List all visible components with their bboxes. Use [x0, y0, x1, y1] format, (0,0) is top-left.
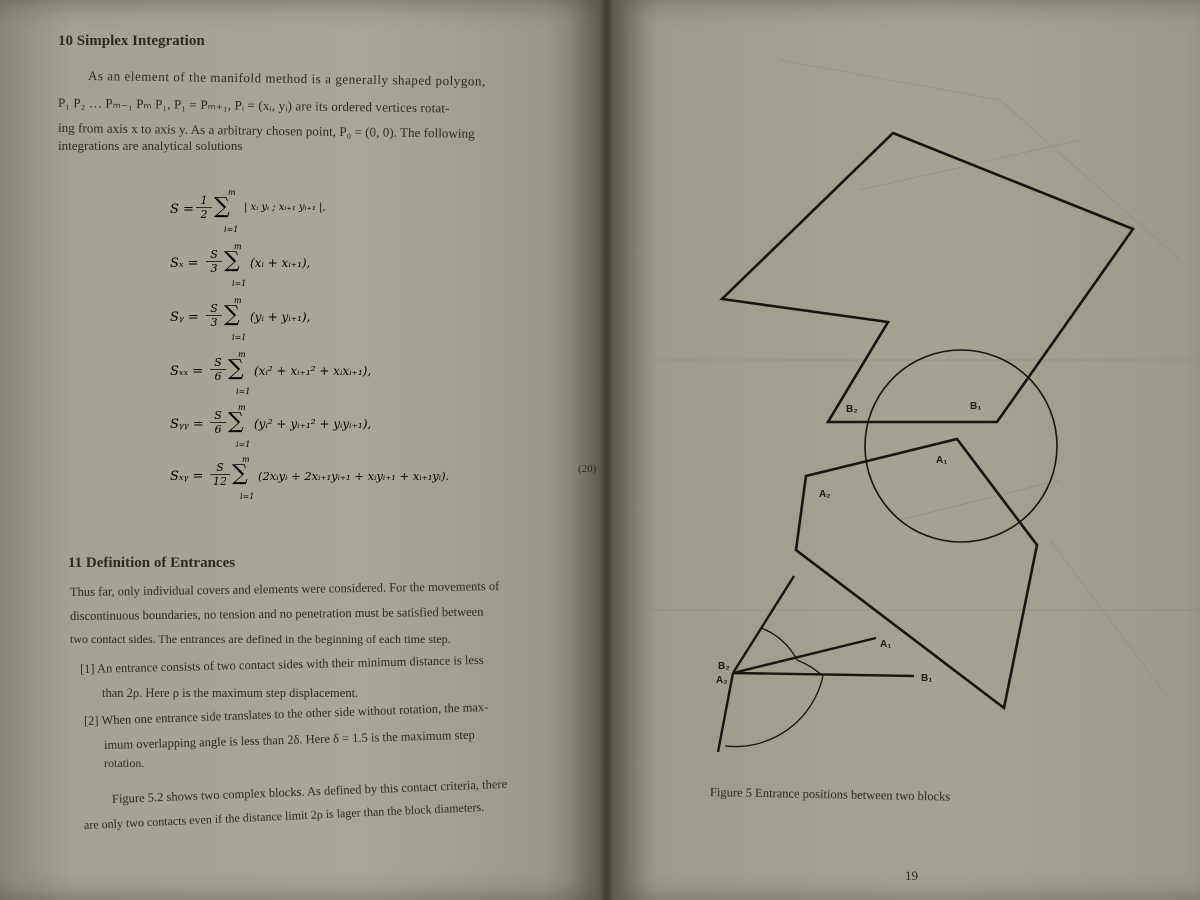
- equation-coefficient: $\frac{S}{3}$: [206, 248, 222, 275]
- equation-lhs: Sₓₓ =: [170, 364, 204, 379]
- equation-lhs: Sᵧᵧ =: [170, 417, 204, 432]
- paragraph-line: are only two contacts even if the distance limit 2ρ is lager than the block diameters.: [83, 799, 485, 832]
- sum-lower-limit: i=1: [240, 492, 255, 501]
- paragraph-line: rotation.: [104, 756, 145, 770]
- label-a2-mid: A₂: [819, 489, 831, 500]
- side-line-a1: [733, 638, 876, 673]
- paragraph-line: [1] An entrance consists of two contact sides with their minimum distance is less: [79, 652, 484, 676]
- paragraph-line: [2] When one entrance side translates to the other side without rotation, the max-: [83, 699, 489, 728]
- equation-rhs: (2xᵢyᵢ + 2xᵢ₊₁yᵢ₊₁ + xᵢyᵢ₊₁ + xᵢ₊₁yᵢ).: [258, 469, 450, 483]
- equation-lhs: Sₓ =: [170, 256, 199, 271]
- label-a1-mid: A₁: [936, 455, 948, 466]
- paragraph-line: integrations are analytical solutions: [58, 138, 243, 153]
- label-b1-top: B₁: [970, 401, 982, 412]
- sum-lower-limit: i=1: [236, 440, 251, 449]
- figure-caption: Figure 5 Entrance positions between two blocks: [709, 785, 951, 804]
- paragraph-line: than 2ρ. Here ρ is the maximum step displacement.: [102, 686, 359, 700]
- label-b1-bottom: B₁: [921, 673, 933, 684]
- equation-number: (20): [578, 463, 597, 475]
- angle-arc-outer: [761, 628, 797, 660]
- side-line-b1: [733, 673, 914, 676]
- summation-sign: ∑: [232, 461, 248, 486]
- label-a2-bottom: A₂: [716, 675, 728, 686]
- equation-coefficient: $\frac{S}{6}$: [210, 356, 226, 383]
- summation-sign: ∑: [214, 194, 230, 219]
- equation-rhs: | xᵢ yᵢ ; xᵢ₊₁ yᵢ₊₁ |,: [244, 202, 326, 213]
- equation-coefficient: $\frac{S}{6}$: [210, 409, 226, 436]
- side-line-upper: [733, 576, 794, 673]
- summation-sign: ∑: [228, 409, 244, 434]
- equation-coefficient: $\frac{S}{12}$: [210, 461, 230, 488]
- section-11-heading: 11 Definition of Entrances: [68, 555, 236, 571]
- label-a1-bottom: A₁: [880, 639, 892, 650]
- lower-block-polygon: [796, 439, 1037, 708]
- equation-coefficient: $\frac{S}{3}$: [206, 302, 222, 329]
- entrance-angle-detail: [718, 576, 914, 752]
- equation-rhs: (xᵢ² + xᵢ₊₁² + xᵢxᵢ₊₁),: [254, 364, 372, 378]
- sum-upper-limit: m: [238, 403, 246, 412]
- equation-lhs: Sᵧ =: [170, 310, 199, 325]
- label-b2-bottom: B₂: [718, 661, 730, 672]
- paragraph-line: ing from axis x to axis y. As a arbitrary chosen point, P₀ = (0, 0). The following: [57, 120, 475, 141]
- sum-lower-limit: i=1: [224, 225, 239, 234]
- paragraph-line: Figure 5.2 shows two complex blocks. As defined by this contact criteria, there: [111, 776, 508, 806]
- paragraph-line: imum overlapping angle is less than 2δ. Here δ = 1.5 is the maximum step: [103, 727, 475, 752]
- summation-sign: ∑: [224, 248, 240, 273]
- angle-arc-large: [725, 676, 823, 747]
- paragraph-line: As an element of the manifold method is a generally shaped polygon,: [87, 68, 486, 89]
- paragraph-line: discontinuous boundaries, no tension and no penetration must be satisfied between: [69, 604, 484, 623]
- equation-rhs: (yᵢ² + yᵢ₊₁² + yᵢyᵢ₊₁),: [254, 417, 372, 431]
- equation-rhs: (xᵢ + xᵢ₊₁),: [250, 256, 311, 270]
- equation-coefficient: $\frac{1}{2}$: [196, 194, 212, 221]
- page-number: 19: [905, 868, 918, 883]
- sum-upper-limit: m: [242, 455, 250, 464]
- bleed-through-lines: [640, 60, 1200, 700]
- equation-lhs: S =: [170, 202, 194, 217]
- paragraph-line: two contact sides. The entrances are defined in the beginning of each time step.: [70, 632, 451, 646]
- upper-block-polygon: [722, 133, 1133, 422]
- sum-upper-limit: m: [234, 242, 242, 251]
- paragraph-line: P₁ P₂ … Pₘ₋₁ Pₘ P₁, P₁ = Pₘ₊₁, Pᵢ = (xᵢ, yᵢ) are its ordered vertices rotat-: [57, 95, 450, 116]
- sum-lower-limit: i=1: [236, 387, 251, 396]
- label-b2-top: B₂: [846, 404, 858, 415]
- sum-upper-limit: m: [234, 296, 242, 305]
- sum-lower-limit: i=1: [232, 333, 247, 342]
- paragraph-line: Thus far, only individual covers and elements were considered. For the movements of: [69, 579, 500, 599]
- summation-sign: ∑: [228, 356, 244, 381]
- sum-upper-limit: m: [238, 350, 246, 359]
- sum-upper-limit: m: [228, 188, 236, 197]
- equation-rhs: (yᵢ + yᵢ₊₁),: [250, 310, 311, 324]
- sum-lower-limit: i=1: [232, 279, 247, 288]
- equation-lhs: Sₓᵧ =: [170, 469, 204, 484]
- summation-sign: ∑: [224, 302, 240, 327]
- section-10-heading: 10 Simplex Integration: [58, 33, 205, 49]
